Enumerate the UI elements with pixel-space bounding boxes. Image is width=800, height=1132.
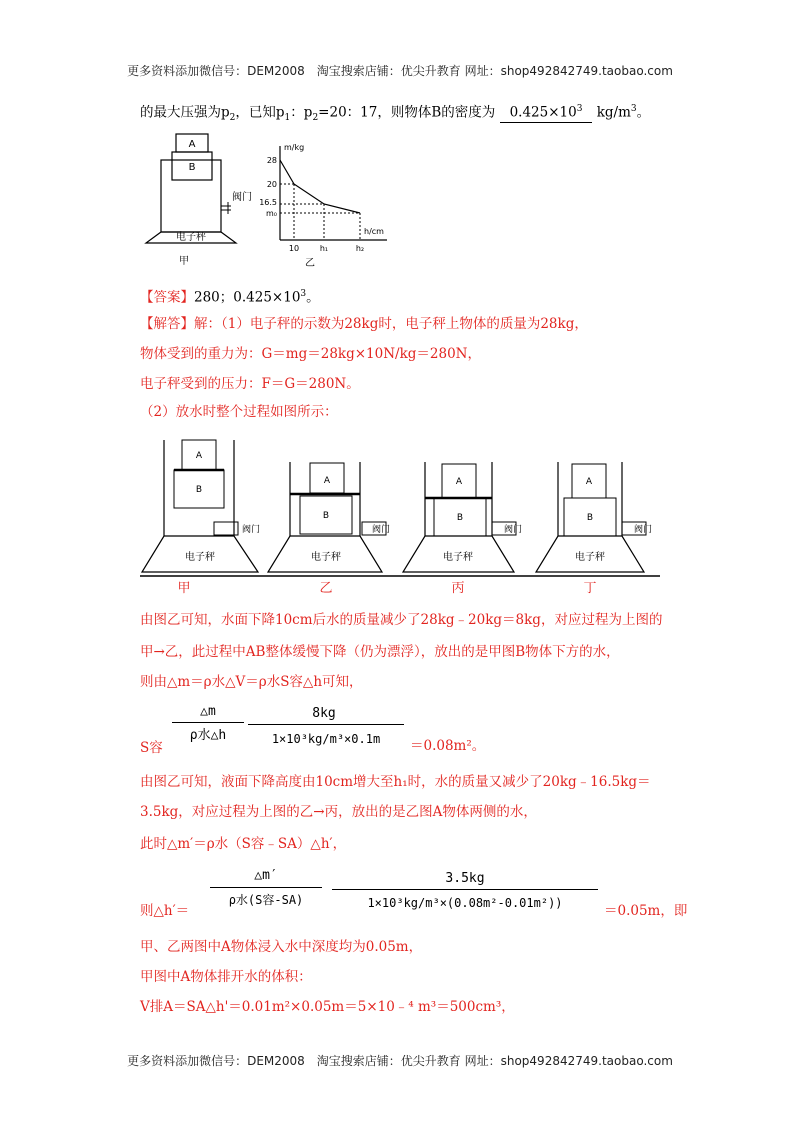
solution-line-6: 甲→乙，此过程中AB整体缓慢下降（仍为漂浮），放出的是甲图B物体下方的水， <box>140 644 620 660</box>
solution-text-1: 解：（1）电子秤的示数为28kg时，电子秤上物体的质量为28kg， <box>194 316 588 332</box>
formula-s-frac1-den: ρ水△h <box>189 728 227 743</box>
process-b-label: B <box>322 511 330 521</box>
process-stage-jia <box>142 440 260 596</box>
solution-line-2: 物体受到的重力为：G＝mg＝28kg×10N/kg＝280N， <box>140 346 481 362</box>
solution-line-4: （2）放水时整个过程如图所示： <box>140 404 338 420</box>
graph-caption: 乙 <box>305 258 315 269</box>
figure-yi-graph <box>259 140 397 270</box>
page-footer: 更多资料添加微信号：DEM2008 淘宝搜索店铺：优尖升教育 网址：shop492842749.taobao.com <box>127 1054 673 1068</box>
fig1-caption: 甲 <box>179 256 189 267</box>
process-b-label: B <box>195 485 203 495</box>
formula-s-frac2-bar <box>248 724 404 725</box>
formula-h-frac1-bar <box>210 887 322 888</box>
formula-s-frac2-den: 1×10³kg/m³×0.1m <box>271 732 381 746</box>
solution-line-7: 则由△m＝ρ水△V＝ρ水S容△h可知， <box>140 674 363 690</box>
question-ratio-val: =20：17，则物体B的密度为 <box>318 104 496 121</box>
process-diagram <box>140 428 660 603</box>
formula-h-frac1-num: △m′ <box>254 868 278 883</box>
fig1-label-a: A <box>188 139 196 150</box>
process-scale: 电子秤 <box>185 552 215 563</box>
graph-x-tick: h₁ <box>319 244 329 253</box>
solution-line-14: 甲图中A物体排开水的体积： <box>140 969 312 985</box>
figure-jia <box>140 130 250 270</box>
question-prefix: 的最大压强为p <box>140 104 230 121</box>
formula-s-frac1-bar <box>172 722 244 723</box>
process-a-label: A <box>323 476 331 486</box>
formula-h-frac1-den: ρ水(S容-SA) <box>228 893 304 907</box>
process-valve: 阀门 <box>634 525 653 535</box>
question-ratio: ：p <box>290 104 313 121</box>
formula-h-frac2-bar <box>332 889 598 890</box>
solution-line-1 <box>140 315 588 333</box>
answer-text: 280；0.425×10 <box>194 289 301 306</box>
process-caption: 丁 <box>583 581 597 596</box>
process-scale: 电子秤 <box>443 552 473 563</box>
process-valve: 阀门 <box>504 525 523 535</box>
process-a-label: A <box>195 451 203 461</box>
graph-x-tick: h₂ <box>355 244 365 253</box>
process-valve: 阀门 <box>372 525 391 535</box>
solution-line-15: V排A＝SA△h'＝0.01m²×0.05m＝5×10﹣⁴ m³＝500cm³， <box>140 999 515 1015</box>
page-header: 更多资料添加微信号：DEM2008 淘宝搜索店铺：优尖升教育 网址：shop492842749.taobao.com <box>127 64 673 78</box>
graph-x-tick: 10 <box>288 244 300 253</box>
process-caption: 乙 <box>319 581 333 596</box>
graph-y-axis-label: m/kg <box>284 143 305 152</box>
process-valve: 阀门 <box>242 525 261 535</box>
solution-line-11: 此时△m′＝ρ水（S容﹣SA）△h′， <box>140 836 347 852</box>
formula-h-result: ＝0.05m，即 <box>604 903 688 919</box>
process-caption: 甲 <box>177 581 191 596</box>
process-a-label: A <box>455 477 463 487</box>
solution-line-3: 电子秤受到的压力：F＝G＝280N。 <box>140 376 360 392</box>
solution-line-9: 由图乙可知，液面下降高度由10cm增大至h₁时，水的质量又减少了20kg﹣16.5kg＝ <box>140 774 651 790</box>
graph-x-axis-label: h/cm <box>364 227 384 236</box>
solution-line-13: 甲、乙两图中A物体浸入水中深度均为0.05m， <box>140 939 423 955</box>
formula-h-prefix: 则△h′＝ <box>140 903 190 919</box>
question-unit: kg/m <box>596 104 631 121</box>
fig1-valve: 阀门 <box>232 192 252 203</box>
formula-s-prefix: S容 <box>140 740 163 756</box>
solution-label: 【解答】 <box>140 316 194 332</box>
process-b-label: B <box>456 513 464 523</box>
process-b-label: B <box>586 513 594 523</box>
graph-y-tick: 20 <box>266 180 277 189</box>
question-line: 的最大压强为$p_2$，已知$p_1$：$p_2=20$：17，则物体B的密度为 $0.425\times 10^3$ $kg/m^3$。 <box>140 100 650 127</box>
graph-y-tick: 28 <box>266 156 277 165</box>
solution-line-5: 由图乙可知，水面下降10cm后水的质量减少了28kg﹣20kg＝8kg，对应过程为上图的 <box>140 612 663 628</box>
process-a-label: A <box>585 477 593 487</box>
process-caption: 丙 <box>451 581 465 596</box>
fig1-label-b: B <box>188 162 196 173</box>
graph-y-tick: 16.5 <box>259 198 277 207</box>
formula-h-frac2-den: 1×10³kg/m³×(0.08m²-0.01m²)) <box>367 896 563 910</box>
process-scale: 电子秤 <box>311 552 341 563</box>
graph-y-tick: m₀ <box>266 209 277 218</box>
fig1-scale: 电子秤 <box>176 232 206 243</box>
formula-h-frac2-num: 3.5kg <box>445 871 485 886</box>
answer-blank-text: 0.425×10 <box>509 104 577 121</box>
answer-line: 【答案】280；$0.425\times 10^3$。 <box>140 289 320 306</box>
formula-s-frac1-num: △m <box>200 704 216 719</box>
process-scale: 电子秤 <box>575 552 605 563</box>
formula-s-result: ＝0.08m²。 <box>410 738 486 754</box>
answer-blank: $0.425\times 10^3$ <box>500 100 593 123</box>
answer-label: 【答案】 <box>140 289 194 306</box>
solution-line-10: 3.5kg，对应过程为上图的乙→丙，放出的是乙图A物体两侧的水， <box>140 804 537 820</box>
formula-s-frac2-num: 8kg <box>312 706 336 721</box>
question-mid: ，已知p <box>235 104 285 121</box>
